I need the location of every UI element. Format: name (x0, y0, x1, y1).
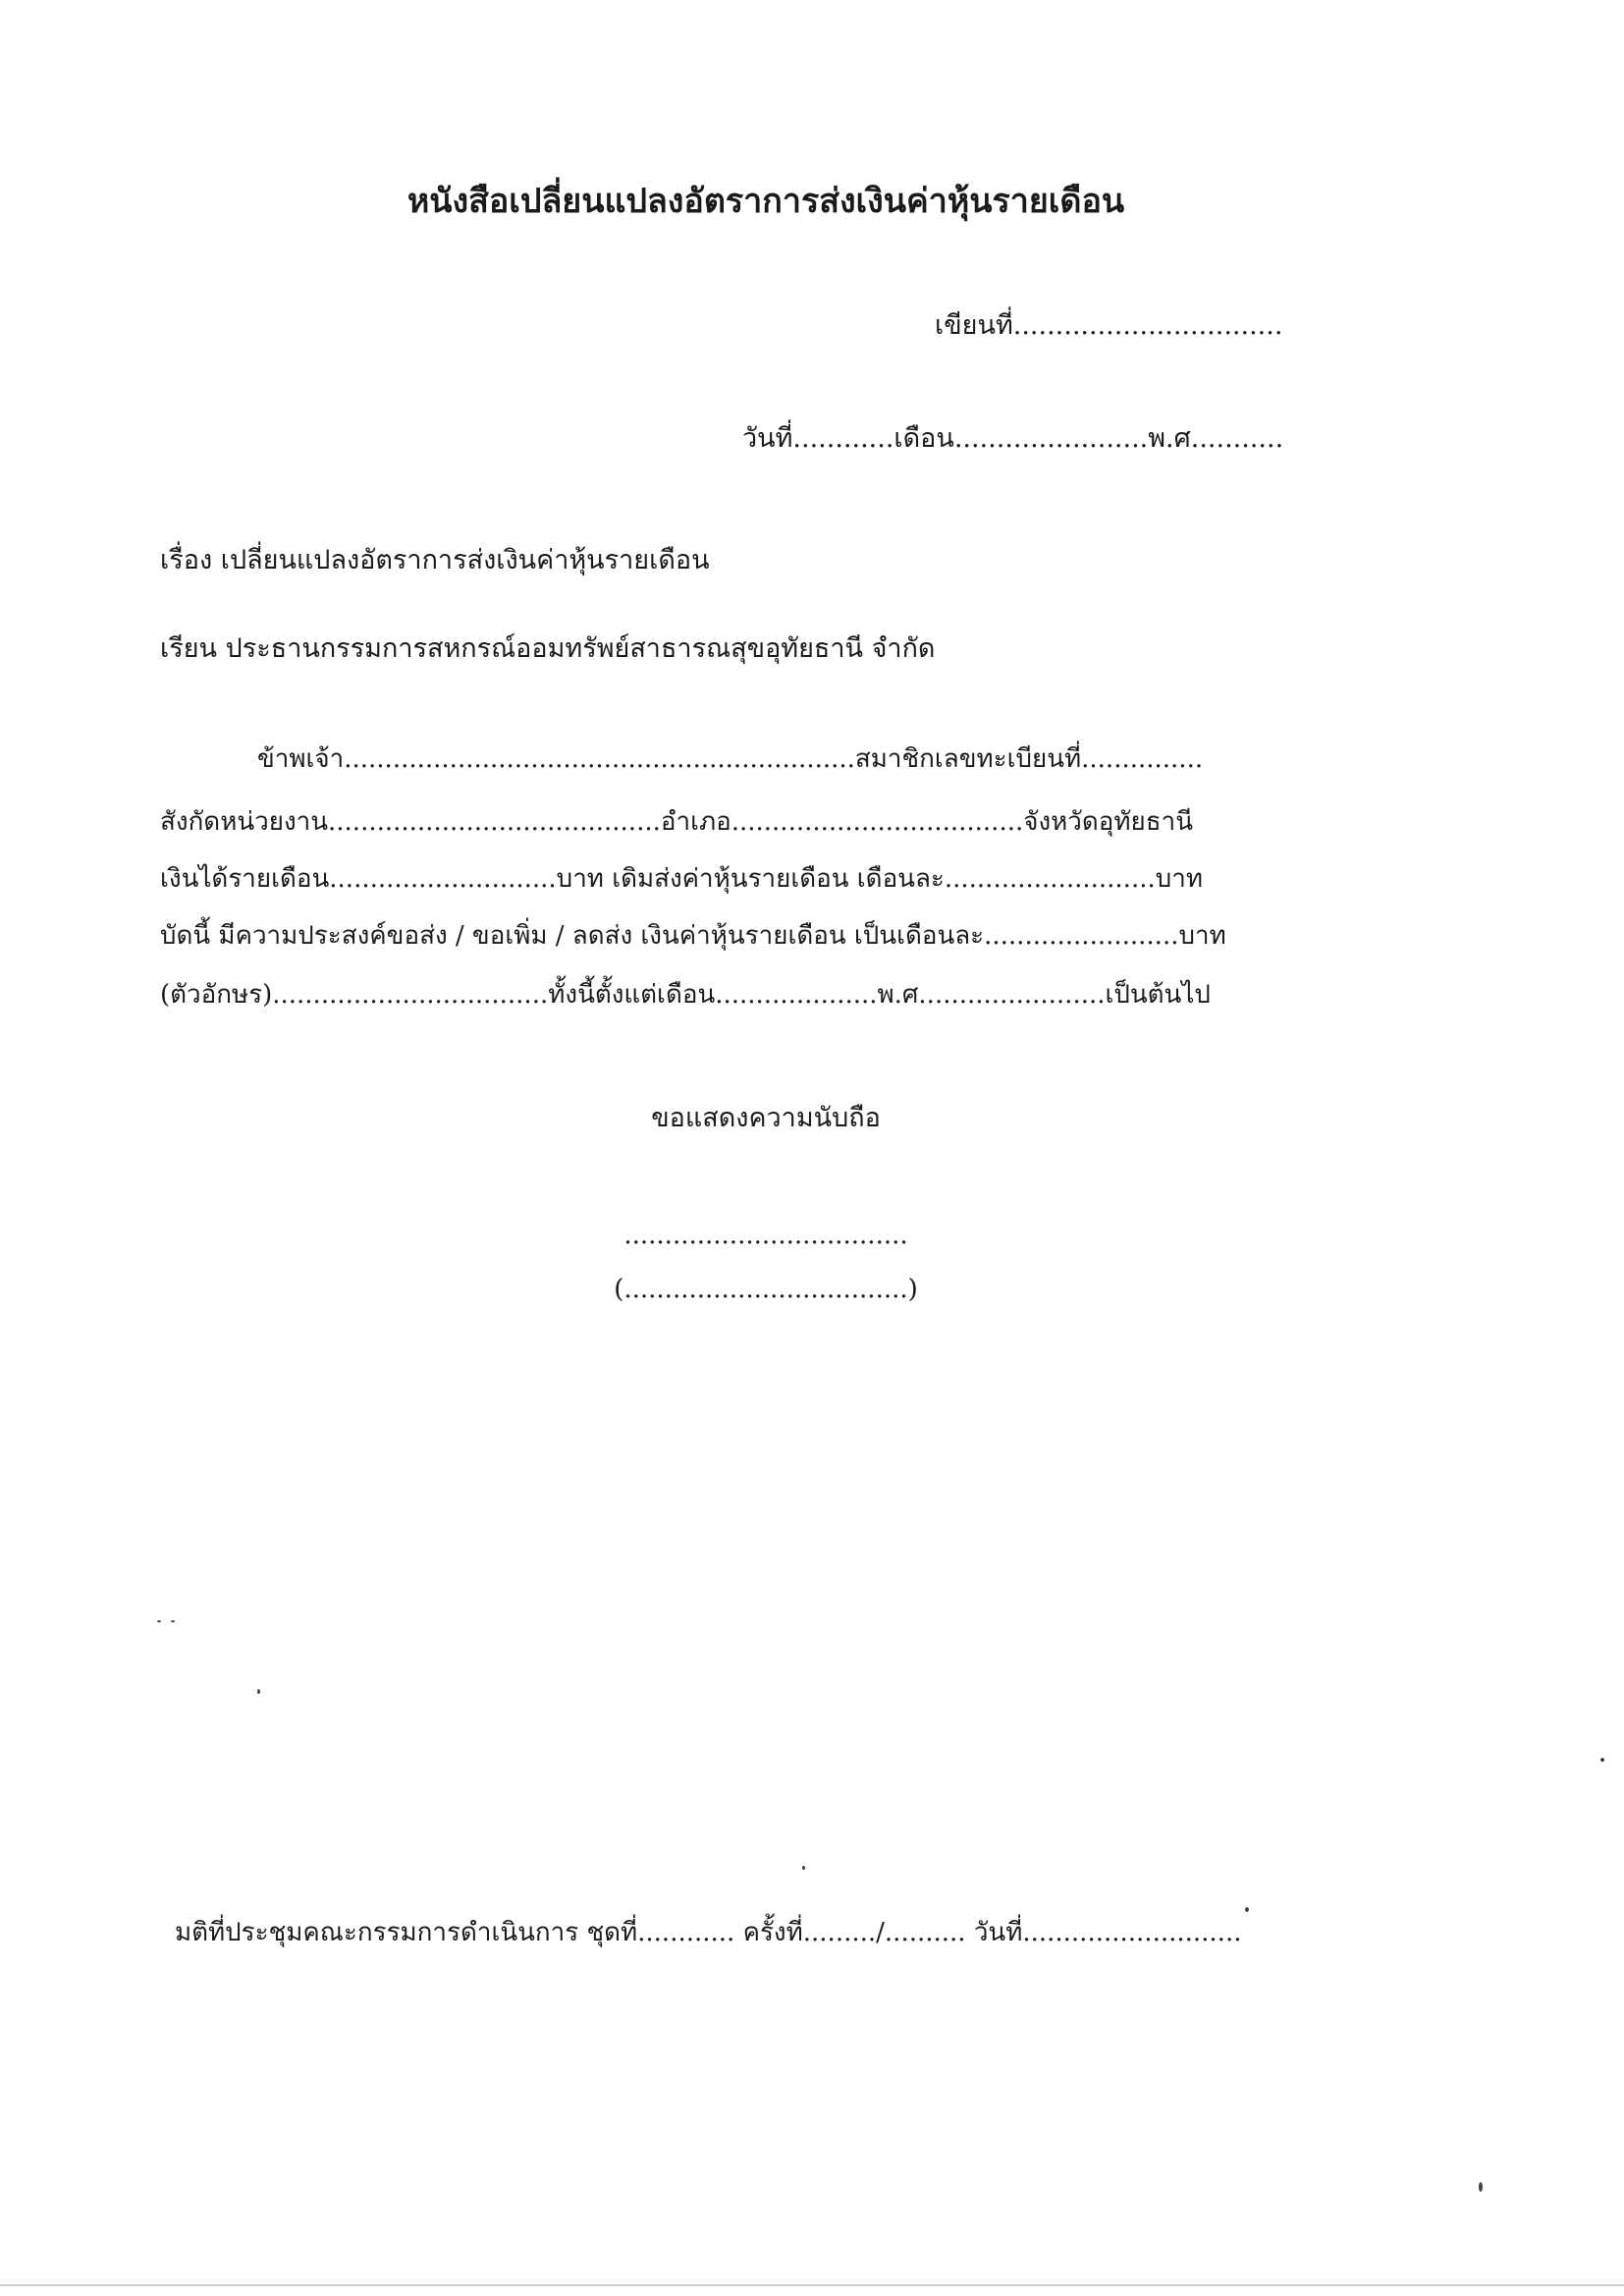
body-line-request: บัดนี้ มีความประสงค์ขอส่ง / ขอเพิ่ม / ลดส่ง เงินค่าหุ้นรายเดือน เป็นเดือนละ........................บาท (160, 921, 1226, 951)
signature-line: ................................... (623, 1221, 908, 1250)
body-line-unit: สังกัดหน่วยงาน.........................................อำเภอ....................................จังหวัดอุทัยธานี (160, 807, 1194, 837)
scan-speck (1245, 1907, 1249, 1912)
scan-speck (802, 1866, 805, 1870)
body-line-income: เงินได้รายเดือน............................บาท เดิมส่งค่าหุ้นรายเดือน เดือนละ..........................บาท (160, 864, 1203, 894)
written-at-field: เขียนที่................................ (935, 310, 1283, 341)
signature-name: (...................................) (614, 1275, 918, 1304)
scan-speck (257, 1689, 260, 1694)
date-field: วันที่............เดือน.......................พ.ศ........... (742, 423, 1284, 454)
resolution-line: มติที่ประชุมคณะกรรมการดำเนินการ ชุดที่............ ครั้งที่........./.......... วันที่........................... (175, 1918, 1242, 1947)
document-title: หนังสือเปลี่ยนแปลงอัตราการส่งเงินค่าหุ้นรายเดือน (406, 182, 1125, 221)
scan-speck (157, 1620, 161, 1622)
subject-line: เรื่อง เปลี่ยนแปลงอัตราการส่งเงินค่าหุ้นรายเดือน (160, 545, 710, 575)
recipient-line: เรียน ประธานกรรมการสหกรณ์ออมทรัพย์สาธารณสุขอุทัยธานี จำกัด (160, 633, 936, 664)
body-line-amount-text: (ตัวอักษร)..................................ทั้งนี้ตั้งแต่เดือน....................พ.ศ.......................เป็นต้นไป (160, 980, 1211, 1010)
page-edge (0, 2284, 1624, 2286)
body-line-member: ข้าพเจ้า...............................................................สมาชิกเลขทะเบียนที่............... (257, 744, 1204, 774)
scan-speck (1600, 1758, 1604, 1762)
closing-text: ขอแสดงความนับถือ (651, 1103, 881, 1133)
scan-speck (1479, 2182, 1483, 2192)
scan-speck (171, 1620, 175, 1622)
